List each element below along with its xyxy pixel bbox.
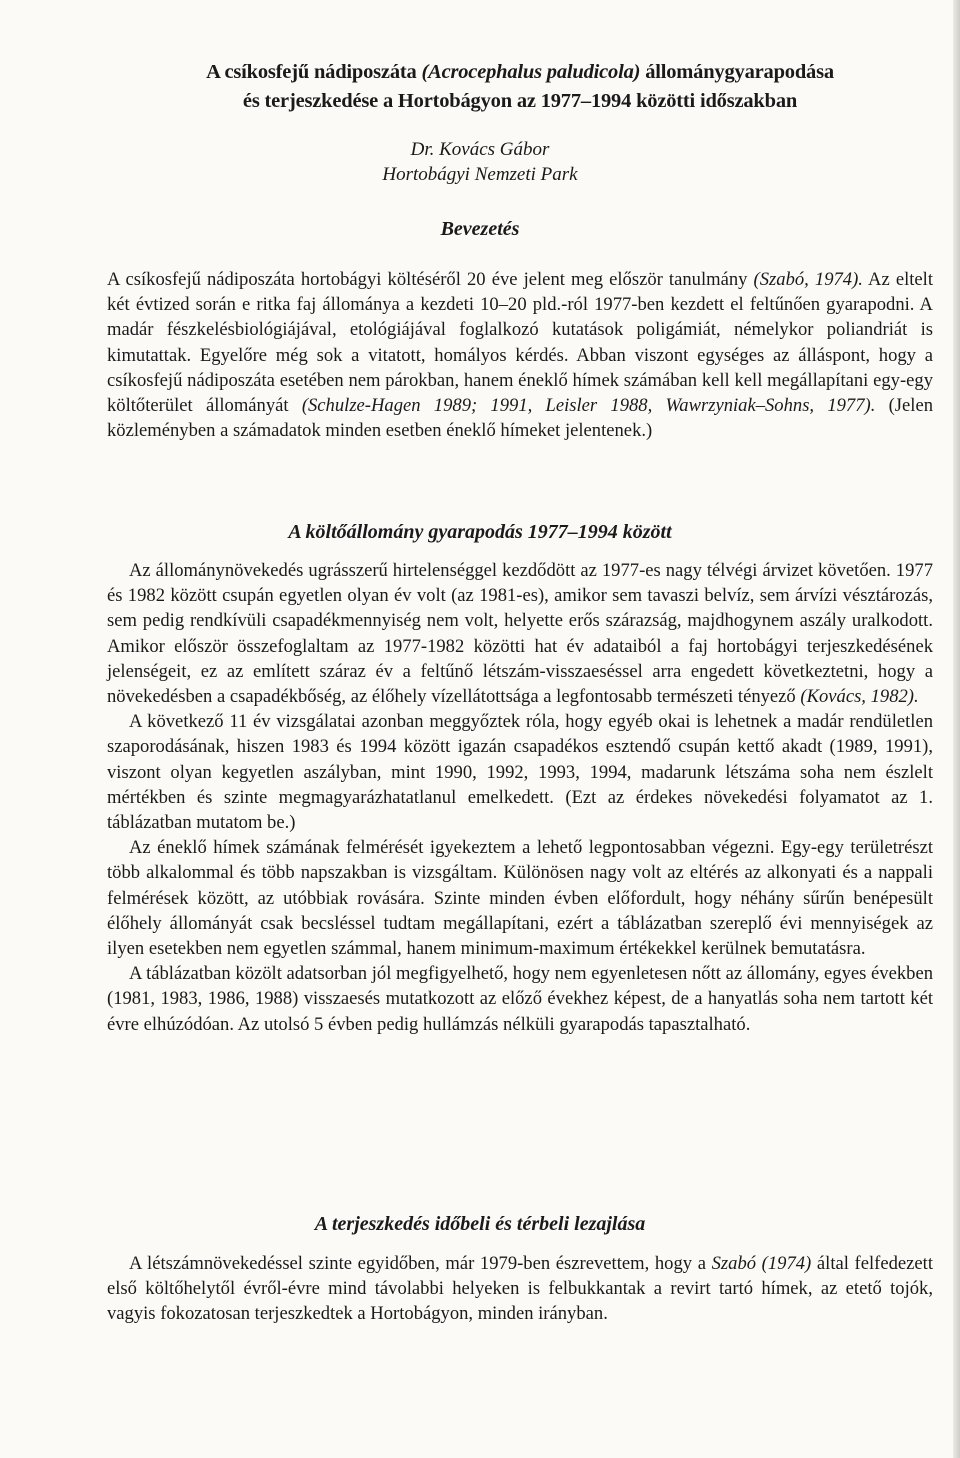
paragraph: A táblázatban közölt adatsorban jól megfigyelhető, hogy nem egyenletesen nőtt az állomány, egyes években (1981, 1983, 1986, 1988) visszaesés mutatkozott az előző évekhez képest, de a hanyatlás soha nem tartott két évre elhúzódóan. Az utolsó 5 évben pedig hullámzás nélküli gyarapodás tapasztalható. bbox=[107, 963, 933, 1035]
section-heading-growth: A költőállomány gyarapodás 1977–1994 között bbox=[288, 521, 672, 543]
author-affiliation: Hortobágyi Nemzeti Park bbox=[382, 164, 578, 185]
citation: Szabó (1974) bbox=[711, 1253, 812, 1274]
citation: (Kovács, 1982). bbox=[800, 686, 919, 708]
paragraph: Az éneklő hímek számának felmérését igyekeztem a lehető legpontosabban végezni. Egy-egy területrészt több alkalommal és több napszakban is vizsgáltam. Különösen nagy volt az eltérés az alkonyati és a nappali felmérések között, az utóbbiak rovására. Szinte minden évben előfordult, hogy néhány sűrűn benépesült élőhely állományát csak becsléssel tudtam megállapítani, ezért a táblázatban szereplő évi mennyiségek az ilyen esetekben nem egyetlen számmal, hanem minimum-maximum értékekkel kerülnek bemutatásra. bbox=[107, 837, 933, 960]
section-heading-intro: Bevezetés bbox=[440, 218, 520, 240]
latin-species-name: (Acrocephalus paludicola) bbox=[421, 61, 641, 83]
growth-section-body bbox=[107, 558, 933, 1037]
paragraph: A következő 11 év vizsgálatai azonban meggyőztek róla, hogy egyéb okai is lehetnek a madár rendületlen szaporodásának, hiszen 1983 és 1994 között igazán csapadékos esztendő csupán kettő akadt (1989, 1991), viszont olyan kegyetlen aszályban, mint 1990, 1992, 1993, 1994, madarunk létszáma soha nem észlelt mértékben és szinte megmagyarázhatatlanul emelkedett. (Ezt az érdekes növekedési folyamatot az 1. táblázatban mutatom be.) bbox=[107, 711, 933, 834]
paragraph: A csíkosfejű nádiposzáta hortobágyi költéséről 20 éve jelent meg először tanulmány (Szabó, 1974). Az eltelt két évtized során e ritka faj állománya a kezdeti 10–20 pld.-ról 1977-ben kezdett el feltűnően gyarapodni. A madár fészkelésbiológiájával, etológiájával foglalkozó kutatások poligámiát, némelykor poliandriát is kimutattak. Egyelőre még sok a vitatott, homályos kérdés. Abban viszont egységes az álláspont, hogy a csíkosfejű nádiposzáta esetében nem párokban, hanem éneklő hímek számában kell kell megállapítani egy-egy költőterület állományát (Schulze-Hagen 1989; 1991, Leisler 1988, Wawrzyniak–Sohns, 1977). (Jelen közleményben a számadatok minden esetben éneklő hímeket jelentenek.) bbox=[107, 269, 933, 442]
citation: (Schulze-Hagen 1989; 1991, Leisler 1988, Wawrzyniak–Sohns, 1977). bbox=[301, 395, 876, 417]
title-line-2: és terjeszkedése a Hortobágyon az 1977–1994 közötti időszakban bbox=[242, 90, 798, 112]
page-edge-shadow bbox=[953, 0, 960, 1458]
intro-section-body bbox=[107, 267, 933, 443]
section-heading-spread: A terjeszkedés időbeli és térbeli lezajlása bbox=[314, 1213, 646, 1235]
citation: (Szabó, 1974). bbox=[753, 269, 863, 290]
spread-section-body bbox=[107, 1251, 933, 1327]
paragraph: Az állománynövekedés ugrásszerű hirtelenséggel kezdődött az 1977-es nagy télvégi árvizet követően. 1977 és 1982 között csupán egyetlen olyan év volt (az 1981-es), amikor sem tavaszi belvíz, sem árvízi vésztározás, sem pedig rendkívüli csapadékmennyiség nem volt, helyette erős szárazság, majdhogynem aszály uralkodott. Amikor először összefoglaltam az 1977-1982 közötti hat év adataiból a faj hortobágyi terjeszkedésének jelenségeit, ez az említett száraz év a feltűnő létszám-visszaeséssel arra engedett következtetni, hogy a növekedésben a csapadékbőség, az élőhely vízellátottsága a legfontosabb természeti tényező (Kovács, 1982). bbox=[107, 560, 933, 708]
author-block bbox=[0, 137, 960, 187]
title-line-1: A csíkosfejű nádiposzáta (Acrocephalus paludicola) állománygyarapodása bbox=[206, 61, 834, 83]
article-title bbox=[100, 58, 940, 116]
paragraph: A létszámnövekedéssel szinte egyidőben, már 1979-ben észrevettem, hogy a Szabó (1974) által felfedezett első költőhelytől évről-évre mind távolabbi helyeken is felbukkantak a revirt tartó hímek, az etető tojók, vagyis fokozatosan terjeszkedtek a Hortobágyon, minden irányban. bbox=[107, 1253, 933, 1325]
author-name: Dr. Kovács Gábor bbox=[410, 139, 550, 160]
